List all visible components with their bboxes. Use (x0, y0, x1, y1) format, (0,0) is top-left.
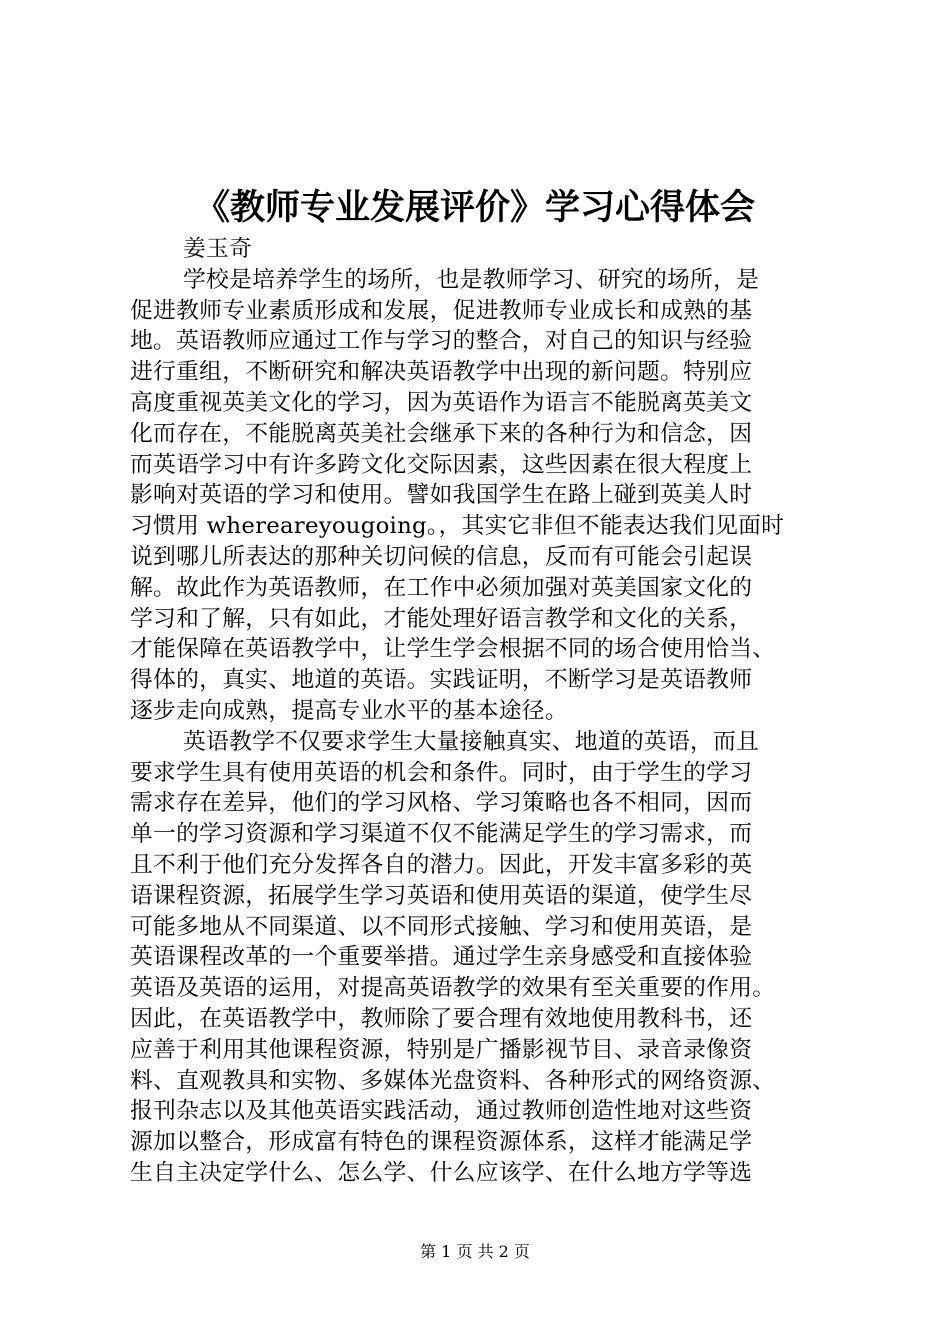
text-line: 促进教师专业素质形成和发展，促进教师专业成长和成熟的基 (130, 297, 753, 324)
text-line: 解。故此作为英语教师，在工作中必须加强对英美国家文化的 (130, 574, 753, 601)
text-line: 英语课程改革的一个重要举措。通过学生亲身感受和直接体验 (130, 944, 753, 971)
text-line: 英语及英语的运用，对提高英语教学的效果有至关重要的作用。 (130, 975, 776, 1002)
text-line: 生自主决定学什么、怎么学、什么应该学、在什么地方学等选 (130, 1159, 753, 1186)
text-line: 地。英语教师应通过工作与学习的整合，对自己的知识与经验 (130, 328, 753, 355)
text-line: 进行重组，不断研究和解决英语教学中出现的新问题。特别应 (130, 359, 753, 386)
text-line: 语课程资源，拓展学生学习英语和使用英语的渠道，使学生尽 (130, 882, 753, 909)
text-line: 才能保障在英语教学中，让学生学会根据不同的场合使用恰当、 (130, 636, 776, 663)
text-line: 而英语学习中有许多跨文化交际因素，这些因素在很大程度上 (130, 451, 753, 478)
author-line: 姜玉奇 (183, 236, 253, 262)
page-number-footer: 第 1 页 共 2 页 (420, 1242, 530, 1261)
text-line: 且不利于他们充分发挥各自的潜力。因此，开发丰富多彩的英 (130, 851, 753, 878)
document-body (130, 234, 830, 1189)
text-line: 学习和了解，只有如此，才能处理好语言教学和文化的关系， (130, 605, 753, 632)
text-line: 化而存在，不能脱离英美社会继承下来的各种行为和信念，因 (130, 420, 753, 447)
text-line: 高度重视英美文化的学习，因为英语作为语言不能脱离英美文 (130, 389, 753, 416)
document-title: 《教师专业发展评价》学习心得体会 (194, 187, 755, 228)
text-line: 可能多地从不同渠道、以不同形式接触、学习和使用英语，是 (130, 913, 753, 940)
text-line: 需求存在差异，他们的学习风格、学习策略也各不相同，因而 (130, 790, 753, 817)
text-line: 逐步走向成熟，提高专业水平的基本途径。 (130, 697, 568, 724)
text-line: 源加以整合，形成富有特色的课程资源体系，这样才能满足学 (130, 1129, 753, 1156)
text-line: 料、直观教具和实物、多媒体光盘资料、各种形式的网络资源、 (130, 1067, 776, 1094)
text-line: 得体的，真实、地道的英语。实践证明，不断学习是英语教师 (130, 667, 753, 694)
text-line: 习惯用 whereareyougoing。，其实它非但不能表达我们见面时 (130, 513, 785, 540)
text-line: 学校是培养学生的场所，也是教师学习、研究的场所，是 (183, 266, 760, 293)
text-line: 要求学生具有使用英语的机会和条件。同时，由于学生的学习 (130, 759, 753, 786)
text-line: 因此，在英语教学中，教师除了要合理有效地使用教科书，还 (130, 1005, 753, 1032)
text-line: 报刊杂志以及其他英语实践活动，通过教师创造性地对这些资 (130, 1098, 753, 1125)
text-line: 影响对英语的学习和使用。譬如我国学生在路上碰到英美人时 (130, 482, 753, 509)
text-line: 应善于利用其他课程资源，特别是广播影视节目、录音录像资 (130, 1036, 753, 1063)
text-line: 英语教学不仅要求学生大量接触真实、地道的英语，而且 (183, 728, 760, 755)
text-line: 单一的学习资源和学习渠道不仅不能满足学生的学习需求，而 (130, 821, 753, 848)
text-line: 说到哪儿所表达的那种关切问候的信息，反而有可能会引起误 (130, 543, 753, 570)
